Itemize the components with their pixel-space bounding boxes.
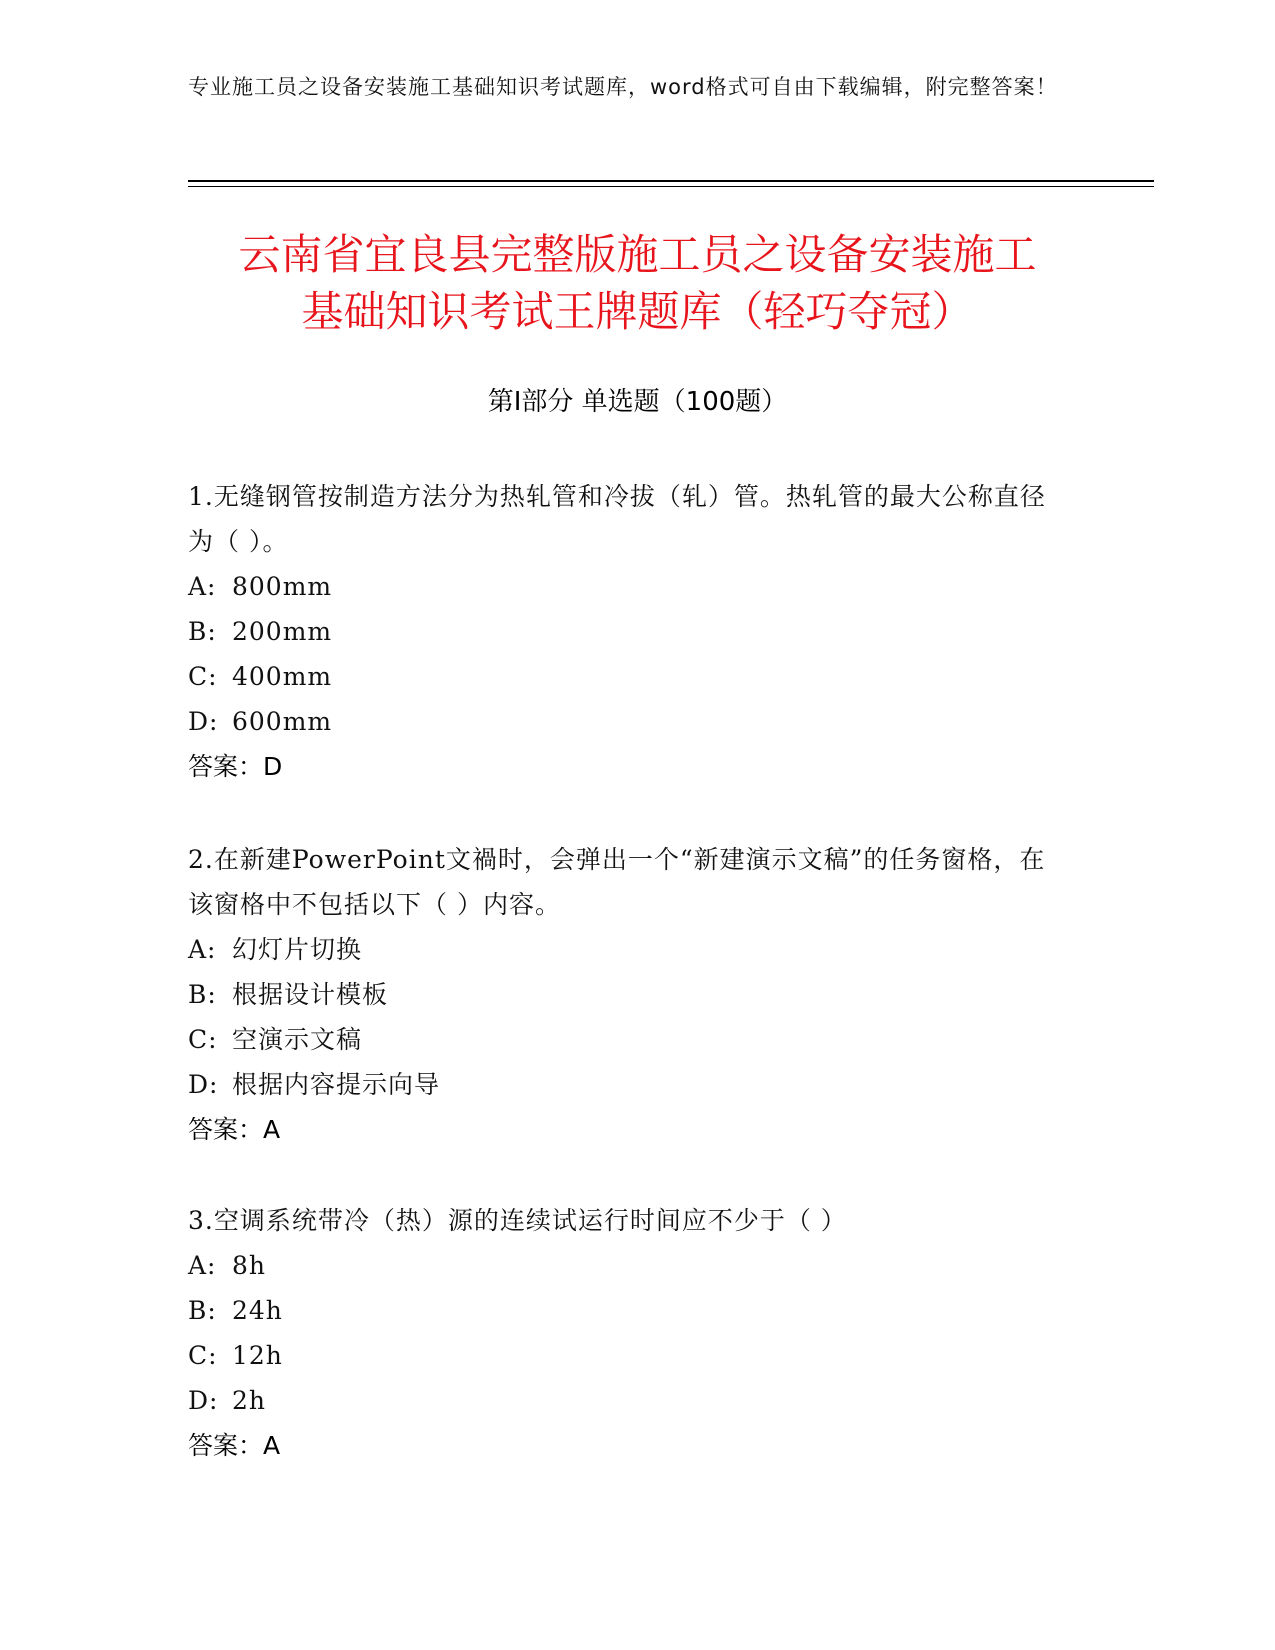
option-text: 2h — [232, 1386, 267, 1415]
document-title — [140, 226, 1135, 340]
option-b — [188, 1288, 1068, 1333]
option-text: 8h — [232, 1251, 267, 1280]
option-letter: C: — [188, 1025, 218, 1054]
option-letter: D: — [188, 707, 219, 736]
answer-prefix: 答案： — [188, 752, 264, 781]
option-d — [188, 1378, 1068, 1423]
answer-prefix: 答案： — [188, 1431, 264, 1460]
option-d — [188, 699, 1068, 744]
answer-line — [188, 1107, 1068, 1152]
option-letter: A: — [188, 1251, 217, 1280]
option-text: 根据设计模板 — [232, 980, 389, 1009]
answer-prefix: 答案： — [188, 1115, 264, 1144]
option-text: 24h — [232, 1296, 283, 1325]
option-text: 800mm — [232, 572, 333, 601]
question-2 — [188, 837, 1068, 1152]
option-b — [188, 972, 1068, 1017]
option-letter: C: — [188, 662, 218, 691]
option-letter: A: — [188, 572, 217, 601]
option-a — [188, 927, 1068, 972]
question-stem: 3.空调系统带冷（热）源的连续试运行时间应不少于（ ） — [188, 1206, 847, 1235]
answer-line — [188, 744, 1068, 789]
option-c — [188, 1017, 1068, 1062]
option-text: 12h — [232, 1341, 283, 1370]
option-letter: D: — [188, 1386, 219, 1415]
option-a — [188, 1243, 1068, 1288]
option-letter: D: — [188, 1070, 219, 1099]
answer-value: A — [263, 1115, 281, 1144]
option-text: 600mm — [232, 707, 333, 736]
header-note: 专业施工员之设备安装施工基础知识考试题库，word格式可自由下载编辑，附完整答案！ — [188, 75, 1058, 99]
option-text: 幻灯片切换 — [232, 935, 363, 964]
option-letter: B: — [188, 1296, 217, 1325]
option-a — [188, 564, 1068, 609]
option-c — [188, 1333, 1068, 1378]
option-text: 200mm — [232, 617, 333, 646]
option-letter: C: — [188, 1341, 218, 1370]
answer-value: D — [263, 752, 283, 781]
document-title-line-1: 云南省宜良县完整版施工员之设备安装施工 — [238, 230, 1037, 279]
option-b — [188, 609, 1068, 654]
question-stem: 1.无缝钢管按制造方法分为热轧管和冷拔（轧）管。热轧管的最大公称直径为（ ）。 — [188, 482, 1046, 556]
answer-line — [188, 1423, 1068, 1468]
option-text: 空演示文稿 — [232, 1025, 363, 1054]
answer-value: A — [263, 1431, 281, 1460]
option-text: 400mm — [232, 662, 333, 691]
header-divider-thick — [188, 180, 1154, 182]
option-text: 根据内容提示向导 — [232, 1070, 441, 1099]
option-letter: B: — [188, 980, 217, 1009]
question-3 — [188, 1198, 1068, 1468]
option-letter: A: — [188, 935, 217, 964]
option-letter: B: — [188, 617, 217, 646]
section-heading: 第Ⅰ部分 单选题（100题） — [487, 387, 788, 417]
header-divider-thin — [188, 186, 1154, 187]
option-c — [188, 654, 1068, 699]
option-d — [188, 1062, 1068, 1107]
question-stem: 2.在新建PowerPoint文禍时，会弹出一个“新建演示文稿”的任务窗格，在该窗格中不包括以下（ ）内容。 — [188, 845, 1046, 919]
document-title-line-2: 基础知识考试王牌题库（轻巧夺冠） — [301, 287, 974, 336]
question-1 — [188, 474, 1068, 789]
